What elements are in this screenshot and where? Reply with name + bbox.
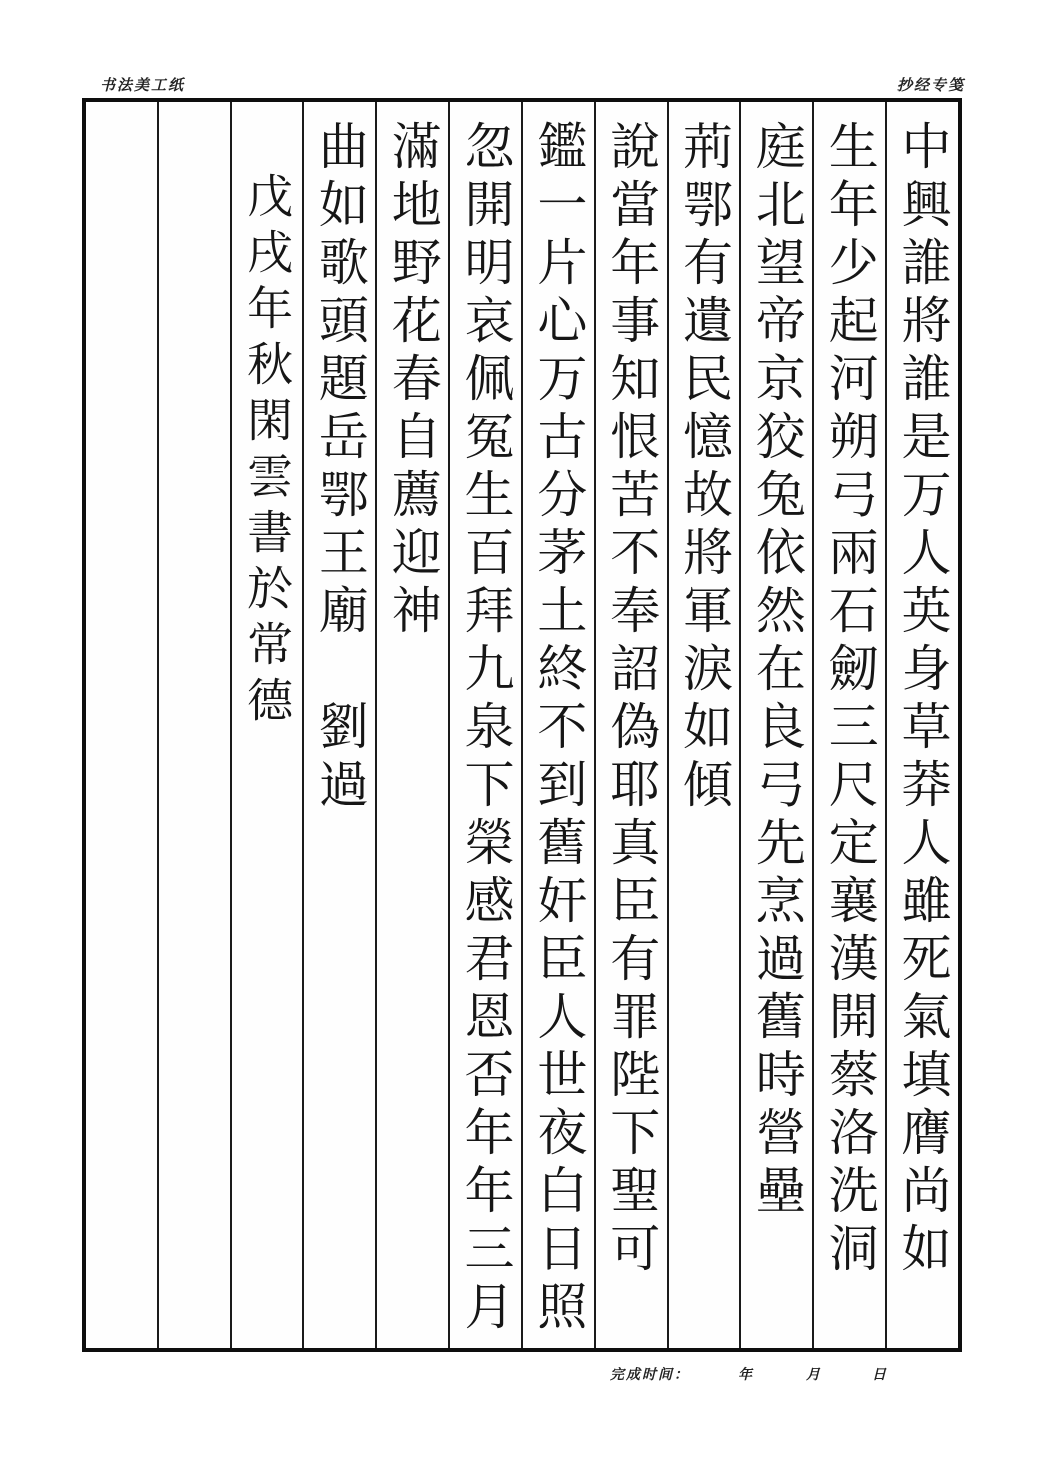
- calligraphy-column-4: [669, 102, 742, 1348]
- calligraphy-column-10: [232, 102, 305, 1348]
- completion-month-label: 月: [806, 1367, 820, 1383]
- calligraphy-column-6: [523, 102, 596, 1348]
- column-grid: [86, 102, 958, 1348]
- column-text: 滿地野花春自薦迎神: [383, 120, 442, 642]
- completion-time-label: 完成时间：: [610, 1367, 690, 1383]
- signature-text: 戊戌年秋閑雲書於常德: [240, 172, 295, 732]
- column-text: 鑑一片心万古分茅土終不到舊奸臣人世夜白日照: [529, 120, 588, 1338]
- calligraphy-column-7: [450, 102, 523, 1348]
- calligraphy-column-1: [887, 102, 958, 1348]
- calligraphy-column-5: [596, 102, 669, 1348]
- calligraphy-column-2: [814, 102, 887, 1348]
- column-text: 忽開明哀佩冤生百拜九泉下榮感君恩否年年三月: [456, 120, 515, 1338]
- calligraphy-column-9: [304, 102, 377, 1348]
- column-text: 中興誰將誰是万人英身草莽人雖死氣填膺尚如: [893, 120, 952, 1280]
- calligraphy-sheet: [82, 98, 962, 1352]
- completion-year-label: 年: [738, 1367, 752, 1383]
- column-text: 生年少起河朔弓兩石劒三尺定襄漢開蔡洛洗洞: [820, 120, 879, 1280]
- calligraphy-column-3: [741, 102, 814, 1348]
- paper-brand-left: 书法美工纸: [100, 76, 186, 94]
- calligraphy-column-11: [159, 102, 232, 1348]
- calligraphy-column-8: [377, 102, 450, 1348]
- completion-day-label: 日: [872, 1367, 886, 1383]
- column-text: 說當年事知恨苦不奉詔偽耶真臣有罪陛下聖可: [602, 120, 661, 1280]
- column-text: 庭北望帝京狡兔依然在良弓先烹過舊時營壘: [747, 120, 806, 1222]
- column-text: 曲如歌頭題岳鄂王廟 劉過: [310, 120, 369, 816]
- column-text: 荊鄂有遺民憶故將軍淚如傾: [675, 120, 734, 816]
- calligraphy-column-12: [86, 102, 159, 1348]
- paper-brand-right: 抄经专笺: [896, 76, 965, 94]
